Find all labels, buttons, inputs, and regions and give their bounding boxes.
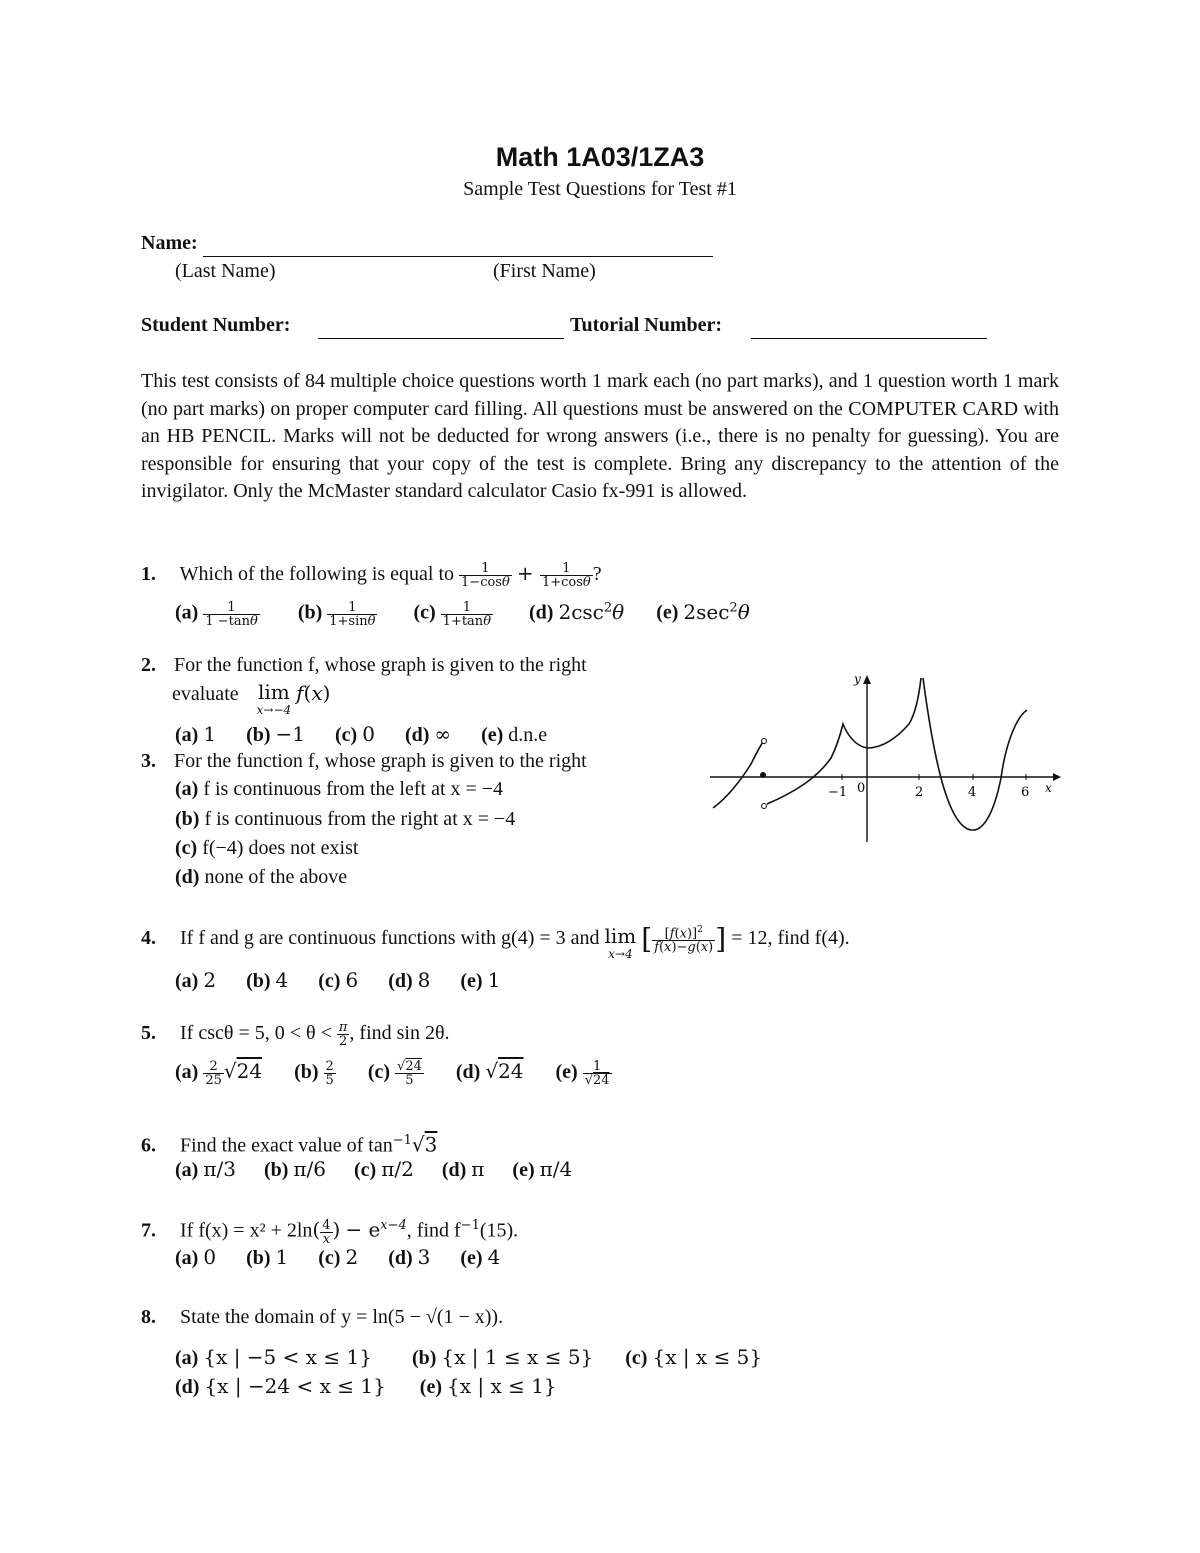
open-point-bottom (762, 804, 767, 809)
question-1-options: (a) $\frac{1}{1 -\tan\theta}$ (b) $\frac{1}{1+\sin\theta}$ (c) $\frac{1}{1+\tan\theta}$ (d) $2\csc^2\theta$ (e) $2\sec^2\theta$ (175, 599, 750, 629)
first-name-label: (First Name) (493, 260, 596, 282)
page-title: Math 1A03/1ZA3 (495, 142, 705, 172)
question-8: 8. State the domain of y = ln(5 − √(1 − x)). (141, 1306, 504, 1328)
tick-label: 6 (1021, 785, 1030, 800)
question-5-options: (a) $\frac{2}{25}$ √24 (b) $\frac{2}{5}$ (c) $\frac{√24}{5}$ (d) √24 (e) $\frac{1}{√24}$ (175, 1058, 610, 1088)
tick-label: 2 (915, 785, 924, 800)
page-subtitle: Sample Test Questions for Test #1 (463, 178, 737, 200)
question-4: 4. If f and g are continuous functions with g(4) = 3 and lim x→4 [ $\frac{[f(x)]^2}{f(x)-g(x)}$ ] = 12, find f(4). (141, 922, 850, 961)
question-7: 7. If f(x) = x² + 2ln( $\frac{4}{x}$ ) − $e^{x-4}$, find $f^{-1}(15)$. (141, 1217, 519, 1247)
curve-right-branch (923, 678, 1030, 830)
y-axis-label: y (854, 672, 861, 686)
function-graph (705, 668, 1065, 846)
question-2-line2: evaluate lim x→−4 f(x) (172, 680, 331, 717)
name-label: Name: (141, 232, 198, 254)
question-number: 1. (141, 563, 156, 585)
last-name-label: (Last Name) (175, 260, 276, 282)
question-3-option-c: (c) f(−4) does not exist (175, 837, 359, 859)
question-5: 5. If cscθ = 5, 0 < θ < $\frac{\pi}{2}$ , find sin 2θ. (141, 1019, 450, 1049)
open-point-top (762, 739, 767, 744)
question-3-option-b: (b) f is continuous from the right at x = −4 (175, 808, 516, 830)
name-field[interactable] (203, 256, 713, 257)
x-axis-arrow (1053, 773, 1061, 781)
curve-left-branch (713, 742, 763, 808)
x-axis-label: x (1045, 781, 1052, 795)
question-8-options-row2: (d) {x | −24 < x ≤ 1} (e) {x | x ≤ 1} (175, 1374, 557, 1398)
tutorial-number-field[interactable] (751, 338, 987, 339)
instructions-paragraph: This test consists of 84 multiple choice questions worth 1 mark each (no part marks), and 1 question worth 1 mark (no part marks) on proper computer card filling. All questions must be answered on the COMPUTER CARD with an HB PENCIL. Marks will not be deducted for wrong answers (i.e., there is no penalty for guessing). You are responsible for ensuring that your copy of the test is complete. Bring any discrepancy to the attention of the invigilator. Only the McMaster standard calculator Casio fx-991 is allowed. (141, 370, 1059, 503)
question-3: 3. For the function f, whose graph is given to the right (141, 750, 587, 772)
y-axis-arrow (863, 675, 871, 684)
question-2-options: (a) 1 (b) −1 (c) 0 (d) ∞ (e) d.n.e (175, 722, 548, 746)
tick-label: 4 (968, 785, 977, 800)
question-3-option-d: (d) none of the above (175, 866, 348, 888)
question-1: 1. Which of the following is equal to $\frac{1}{1-\cos\theta}$ + $\frac{1}{1+\cos\theta}$ ? (141, 560, 602, 590)
question-6-options: (a) π/3 (b) π/6 (c) π/2 (d) π (e) π/4 (175, 1157, 573, 1181)
question-8-options-row1: (a) {x | −5 < x ≤ 1} (b) {x | 1 ≤ x ≤ 5} (c) {x | x ≤ 5} (175, 1345, 763, 1369)
question-6: 6. Find the exact value of $\tan^{-1}√3$ (141, 1132, 438, 1157)
filled-point (760, 772, 766, 778)
question-3-option-a: (a) f is continuous from the left at x = −4 (175, 778, 504, 800)
question-text: Which of the following is equal to (179, 563, 455, 585)
student-number-label: Student Number: (141, 314, 291, 336)
question-7-options: (a) 0 (b) 1 (c) 2 (d) 3 (e) 4 (175, 1245, 501, 1269)
tick-label: 0 (857, 781, 866, 796)
tick-label: −1 (828, 785, 848, 800)
question-2: 2. For the function f, whose graph is given to the right (141, 654, 587, 676)
question-4-options: (a) 2 (b) 4 (c) 6 (d) 8 (e) 1 (175, 968, 501, 992)
tutorial-number-label: Tutorial Number: (570, 314, 723, 336)
student-number-field[interactable] (318, 338, 564, 339)
